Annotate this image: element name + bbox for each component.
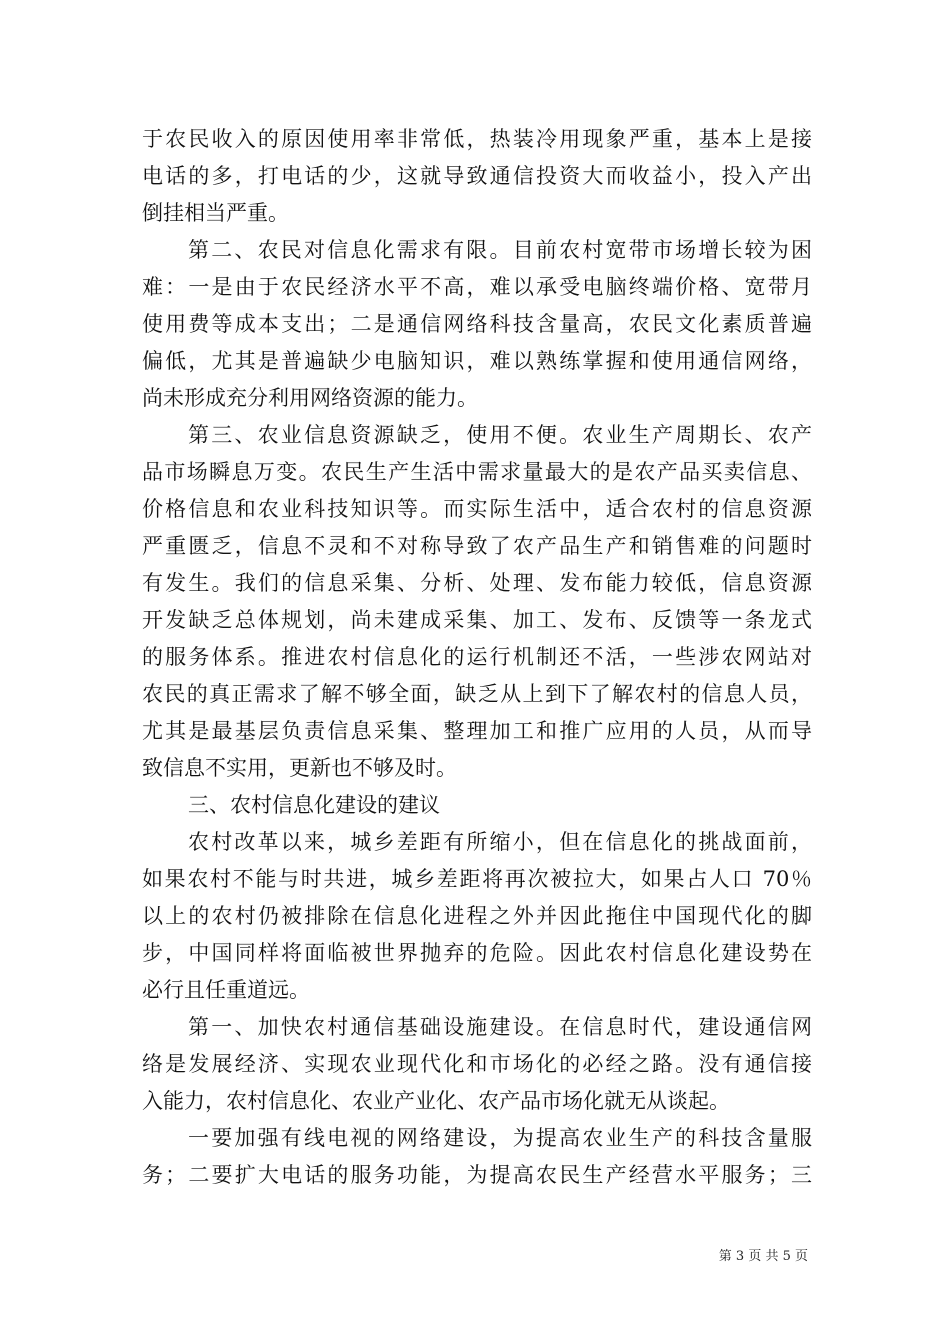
section-heading: 三、农村信息化建设的建议 [188,793,440,817]
text-line: 农村改革以来，城乡差距有所缩小，但在信息化的挑战面前， [188,830,812,854]
text-line: 难：一是由于农民经济水平不高，难以承受电脑终端价格、宽带月 [142,275,812,299]
text-line: 偏低，尤其是普遍缺少电脑知识，难以熟练掌握和使用通信网络， [142,349,812,373]
text-line: 尚未形成充分利用网络资源的能力。 [142,386,478,410]
text-line: 开发缺乏总体规划，尚未建成采集、加工、发布、反馈等一条龙式 [142,608,812,632]
text-line: 步，中国同样将面临被世界抛弃的危险。因此农村信息化建设势在 [142,941,812,965]
text-line: 电话的多，打电话的少，这就导致通信投资大而收益小，投入产出 [142,164,812,188]
text-line: 第三、农业信息资源缺乏，使用不便。农业生产周期长、农产 [188,423,812,447]
text-line: 致信息不实用，更新也不够及时。 [142,756,457,780]
text-line: 一要加强有线电视的网络建设，为提高农业生产的科技含量服 [188,1126,812,1150]
text-line: 于农民收入的原因使用率非常低，热装冷用现象严重，基本上是接 [142,127,812,151]
text-line: 使用费等成本支出；二是通信网络科技含量高，农民文化素质普遍 [142,312,812,336]
body-text [142,121,812,1194]
text-line: 络是发展经济、实现农业现代化和市场化的必经之路。没有通信接 [142,1052,812,1076]
page-number-footer: 第 3 页 共 5 页 [718,1249,808,1264]
text-line: 入能力，农村信息化、农业产业化、农产品市场化就无从谈起。 [142,1089,730,1113]
text-line: 农民的真正需求了解不够全面，缺乏从上到下了解农村的信息人员， [142,682,812,706]
text-line: 第二、农民对信息化需求有限。目前农村宽带市场增长较为困 [188,238,812,262]
text-line: 的服务体系。推进农村信息化的运行机制还不活，一些涉农网站对 [142,645,812,669]
text-line: 第一、加快农村通信基础设施建设。在信息时代，建设通信网 [188,1015,812,1039]
text-line: 如果农村不能与时共进，城乡差距将再次被拉大，如果占人口 70％ [142,867,812,891]
text-line: 尤其是最基层负责信息采集、整理加工和推广应用的人员，从而导 [142,719,812,743]
text-line: 价格信息和农业科技知识等。而实际生活中，适合农村的信息资源 [142,497,812,521]
text-line: 严重匮乏，信息不灵和不对称导致了农产品生产和销售难的问题时 [142,534,812,558]
text-line: 有发生。我们的信息采集、分析、处理、发布能力较低，信息资源 [142,571,812,595]
text-line: 以上的农村仍被排除在信息化进程之外并因此拖住中国现代化的脚 [142,904,812,928]
text-line: 必行且任重道远。 [142,978,310,1002]
text-line: 倒挂相当严重。 [142,201,289,225]
text-line: 务；二要扩大电话的服务功能，为提高农民生产经营水平服务；三 [142,1163,812,1187]
text-line: 品市场瞬息万变。农民生产生活中需求量最大的是农产品买卖信息、 [142,460,812,484]
